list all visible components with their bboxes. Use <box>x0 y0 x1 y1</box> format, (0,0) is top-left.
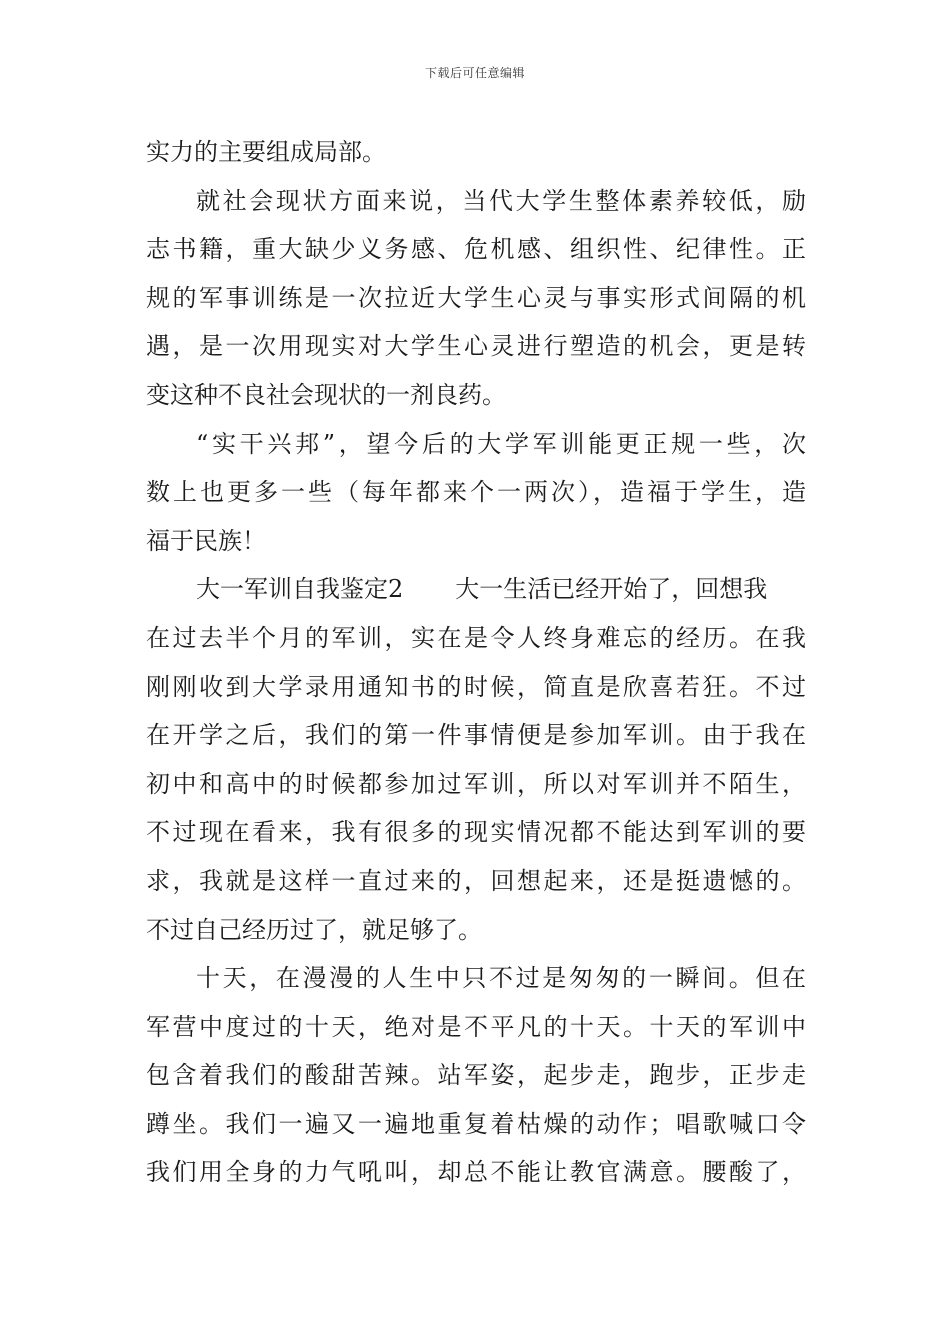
text-line: 初中和高中的时候都参加过军训，所以对军训并不陌生， <box>146 769 806 798</box>
text-line: 数上也更多一些（每年都来个一两次），造福于学生，造 <box>146 478 806 507</box>
text-line: 不过现在看来，我有很多的现实情况都不能达到军训的要 <box>146 818 806 847</box>
text-line: 刚刚收到大学录用通知书的时候，简直是欣喜若狂。不过 <box>146 672 806 701</box>
text-line: 在过去半个月的军训，实在是令人终身难忘的经历。在我 <box>146 623 806 652</box>
text-line: 大一生活已经开始了，回想我 <box>455 575 768 604</box>
text-line: 实力的主要组成局部。 <box>146 138 386 166</box>
header-note: 下载后可任意编辑 <box>424 66 525 80</box>
section-heading: 大一军训自我鉴定2 <box>196 575 404 604</box>
text-line: 福于民族！ <box>146 526 266 555</box>
text-line: 军营中度过的十天，绝对是不平凡的十天。十天的军训中 <box>146 1012 806 1041</box>
text-line: 求，我就是这样一直过来的，回想起来，还是挺遗憾的。 <box>146 866 806 895</box>
document-body <box>146 128 806 1197</box>
text-line: 包含着我们的酸甜苦辣。站军姿，起步走，跑步，正步走 <box>146 1061 806 1090</box>
section-heading-line <box>146 565 806 614</box>
text-line: “实干兴邦”，望今后的大学军训能更正规一些，次 <box>196 429 806 458</box>
text-line: 十天，在漫漫的人生中只不过是匆匆的一瞬间。但在 <box>196 964 806 993</box>
text-line: 就社会现状方面来说，当代大学生整体素养较低，励 <box>196 186 806 215</box>
text-line: 遇，是一次用现实对大学生心灵进行塑造的机会，更是转 <box>146 332 806 361</box>
text-line: 蹲坐。我们一遍又一遍地重复着枯燥的动作；唱歌喊口令 <box>146 1109 806 1138</box>
text-line: 不过自己经历过了，就足够了。 <box>146 915 482 944</box>
text-line: 规的军事训练是一次拉近大学生心灵与事实形式间隔的机 <box>146 283 806 312</box>
text-line: 在开学之后，我们的第一件事情便是参加军训。由于我在 <box>146 721 806 750</box>
text-line: 我们用全身的力气吼叫，却总不能让教官满意。腰酸了， <box>146 1158 806 1187</box>
text-line: 志书籍，重大缺少义务感、危机感、组织性、纪律性。正 <box>146 235 806 264</box>
text-line: 变这种不良社会现状的一剂良药。 <box>146 380 506 409</box>
